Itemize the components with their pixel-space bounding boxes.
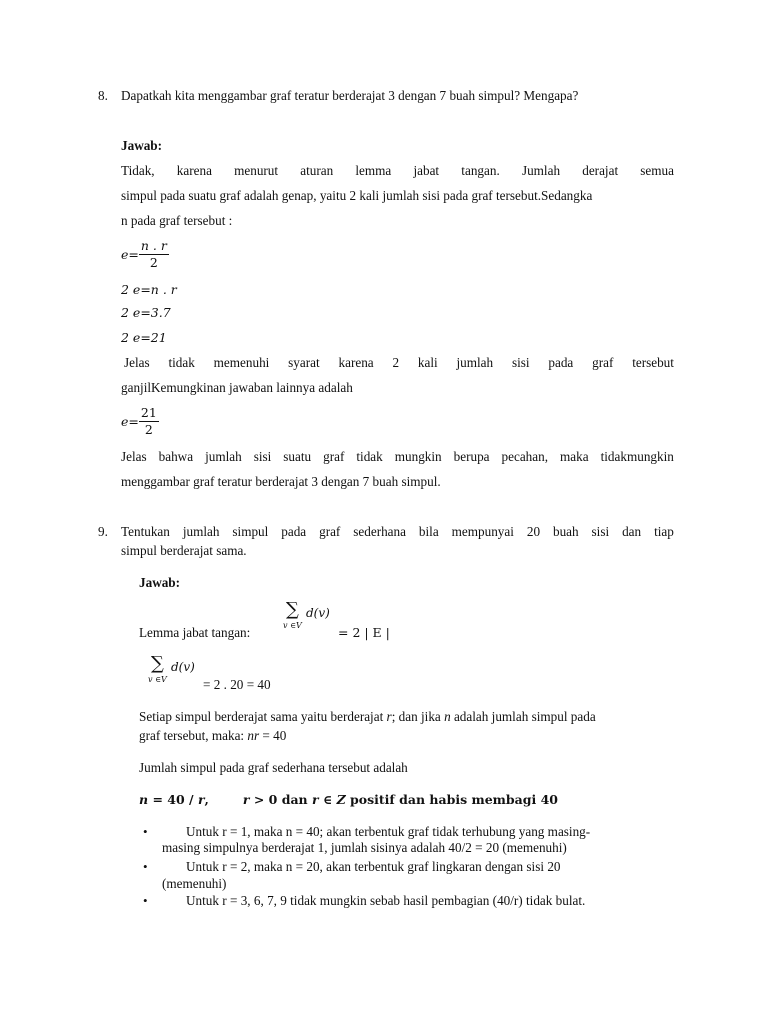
bold-eq: = 40 /	[148, 792, 198, 807]
q8-paragraph1-line2: simpul pada suatu graf adalah genap, yaitu 2 kali jumlah sisi pada graf tersebut.Sedangka	[121, 188, 593, 203]
eq5-numerator: 21	[140, 405, 157, 420]
q8-paragraph1-line3: n pada graf tersebut :	[121, 213, 233, 228]
q8p2-word: kali	[417, 355, 438, 370]
sum-term: d(v)	[305, 606, 330, 620]
lemma-label: Lemma jabat tangan:	[139, 625, 251, 640]
q8p3-word: pecahan,	[501, 449, 549, 464]
q8-paragraph3-line1	[121, 449, 674, 465]
setiap-post: adalah jumlah simpul pada	[450, 709, 596, 724]
setiap-line2-eq: nr	[247, 728, 260, 743]
q8p1-word: lemma	[355, 163, 392, 178]
q9-number: 9.	[98, 524, 108, 539]
q9ql1-word: sisi	[591, 524, 610, 539]
q9ql1-word: Tentukan	[121, 524, 170, 539]
bullet1-line1: Untuk r = 1, maka n = 40; akan terbentuk graf tidak terhubung yang masing-	[186, 824, 591, 839]
q8p1-word: aturan	[300, 163, 334, 178]
q9-question-line2: simpul berderajat sama.	[121, 543, 247, 558]
bullet-icon: •	[143, 824, 148, 839]
q8p3-word: Jelas	[121, 449, 147, 464]
q8p2-word: Jelas	[124, 355, 150, 370]
q8-equation-1	[121, 238, 169, 271]
bold-tail: positif dan habis membagi 40	[345, 792, 558, 807]
q8p2-word: tidak	[168, 355, 195, 370]
q8p3-word: tidak	[356, 449, 383, 464]
sum2-rhs: = 2 . 20 = 40	[203, 677, 271, 692]
bold-in: ∈	[318, 792, 337, 807]
q9ql1-word: pada	[281, 524, 307, 539]
q8p3-word: sisi	[253, 449, 272, 464]
q8p1-word: Jumlah	[521, 163, 561, 178]
lemma-rhs-text: = 2 | E |	[338, 625, 390, 640]
q8-equation-5	[121, 405, 159, 438]
q9ql1-word: graf	[319, 524, 341, 539]
sum2-term: d(v)	[170, 660, 195, 674]
q8-paragraph2-line2: ganjilKemungkinan jawaban lainnya adalah	[121, 380, 353, 395]
q8p1-word: karena	[176, 163, 212, 178]
q8p2-word: memenuhi	[213, 355, 270, 370]
q8p3-word: bahwa	[158, 449, 194, 464]
sum-subscript: v ∈V	[283, 621, 302, 630]
sum-2	[148, 655, 195, 684]
q8p3-word: graf	[323, 449, 345, 464]
setiap-mid: ; dan jika	[391, 709, 445, 724]
bullet1-line2: masing simpulnya berderajat 1, jumlah sisinya adalah 40/2 = 20 (memenuhi)	[162, 840, 567, 855]
q8-question: Dapatkah kita menggambar graf teratur berderajat 3 dengan 7 buah simpul? Mengapa?	[121, 88, 579, 103]
q9ql1-word: sederhana	[353, 524, 406, 539]
setiap-line1	[139, 709, 596, 725]
q8p3-word: berupa	[453, 449, 490, 464]
q8-number: 8.	[98, 88, 108, 103]
q8p2-word: sisi	[511, 355, 530, 370]
q9ql1-word: 20	[526, 524, 541, 539]
q8p1-word: jabat	[413, 163, 440, 178]
q8p2-word: 2	[392, 355, 400, 370]
eq1-denominator: 2	[149, 255, 158, 270]
q8p3-word: suatu	[283, 449, 312, 464]
lemma-sum	[283, 601, 330, 630]
q9ql1-word: jumlah	[182, 524, 220, 539]
bold-r3: r	[312, 792, 319, 807]
bold-gt: > 0 dan	[249, 792, 312, 807]
q8p2-word: jumlah	[456, 355, 494, 370]
q9ql1-word: simpul	[232, 524, 269, 539]
q8p3-word: maka	[560, 449, 589, 464]
setiap-pre: Setiap simpul berderajat sama yaitu berderajat	[139, 709, 387, 724]
bullet-icon: •	[143, 893, 148, 908]
setiap-line2	[139, 728, 286, 744]
bold-n: n	[139, 792, 149, 807]
bold-r1: r	[197, 792, 205, 807]
eq5-lhs: e=	[121, 414, 139, 429]
bold-r2: r	[242, 792, 250, 807]
eq5-denominator: 2	[144, 422, 153, 437]
setiap-line2-pre: graf tersebut, maka:	[139, 728, 248, 743]
q8p2-word: karena	[338, 355, 374, 370]
q9ql1-word: buah	[552, 524, 579, 539]
bold-condition-line	[139, 792, 558, 807]
q8p3-word: mungkin	[394, 449, 442, 464]
q8-equation-4: 2 e=21	[121, 330, 167, 345]
eq1-numerator: n . r	[140, 238, 167, 253]
q8p3-word: tidakmungkin	[600, 449, 674, 464]
q9ql1-word: mempunyai	[451, 524, 514, 539]
q8-equation-3: 2 e=3.7	[121, 305, 171, 320]
jumlah-text: Jumlah simpul pada graf sederhana tersebut adalah	[139, 760, 408, 775]
bullet2-line2: (memenuhi)	[162, 876, 227, 891]
q9-question-line1	[121, 524, 674, 540]
sum2-symbol: ∑	[150, 653, 164, 674]
q8p1-word: Tidak,	[121, 163, 155, 178]
setiap-n: n	[444, 709, 451, 724]
bold-z: Z	[336, 792, 346, 807]
q8-equation-2: 2 e=n . r	[121, 282, 177, 297]
q9-answer-label: Jawab:	[139, 575, 181, 590]
q9ql1-word: bila	[418, 524, 439, 539]
q9ql1-word: dan	[622, 524, 642, 539]
q8-answer-label: Jawab:	[121, 138, 163, 153]
q8-paragraph1-line1	[121, 163, 674, 179]
lemma-rhs	[338, 625, 390, 640]
q8p2-word: pada	[548, 355, 574, 370]
bullet-icon: •	[143, 859, 148, 874]
bullet3-line1: Untuk r = 3, 6, 7, 9 tidak mungkin sebab hasil pembagian (40/r) tidak bulat.	[186, 893, 586, 908]
q8p2-word: graf	[592, 355, 614, 370]
q8p1-word: menurut	[234, 163, 279, 178]
q8-paragraph2-line1	[124, 355, 674, 371]
q8p1-word: semua	[640, 163, 674, 178]
setiap-r: r	[386, 709, 392, 724]
setiap-line2-post: = 40	[259, 728, 287, 743]
bold-comma: ,	[204, 792, 209, 807]
bullet2-line1: Untuk r = 2, maka n = 20, akan terbentuk graf lingkaran dengan sisi 20	[186, 859, 561, 874]
q8p3-word: jumlah	[205, 449, 242, 464]
q8p2-word: tersebut	[632, 355, 674, 370]
q8p1-word: derajat	[582, 163, 619, 178]
q8p2-word: syarat	[288, 355, 320, 370]
sum-symbol: ∑	[285, 599, 299, 620]
sum2-subscript: v ∈V	[148, 675, 167, 684]
q9ql1-word: tiap	[654, 524, 674, 539]
eq1-lhs: e=	[121, 247, 139, 262]
q8-paragraph3-line2: menggambar graf teratur berderajat 3 dengan 7 buah simpul.	[121, 474, 441, 489]
q8p1-word: tangan.	[461, 163, 500, 178]
